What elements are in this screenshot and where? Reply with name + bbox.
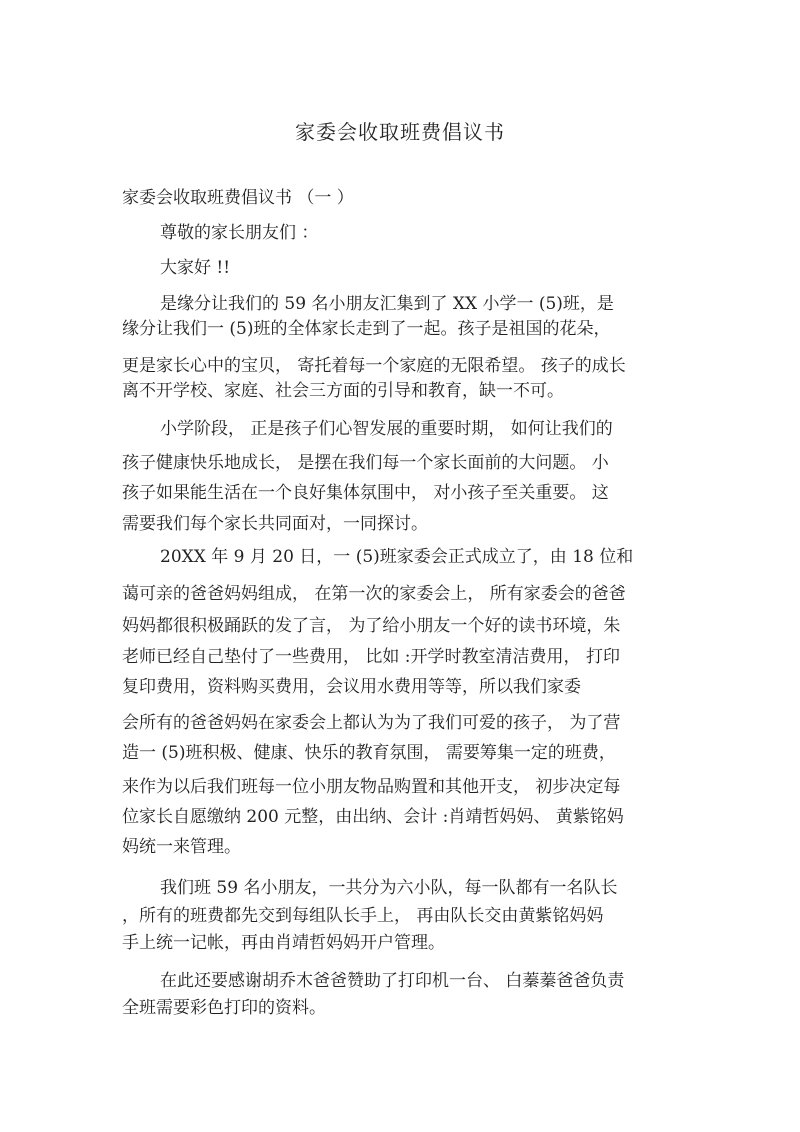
salutation-line: 尊敬的家长朋友们 ： <box>160 223 319 243</box>
body-line: 老师已经自己垫付了一些费用， 比如 :开学时教室清洁费用， 打印 <box>122 647 620 667</box>
body-line: 需要我们每个家长共同面对，一同探讨。 <box>122 514 428 534</box>
body-line: 手上统一记帐，再由肖靖哲妈妈开户管理。 <box>122 933 445 953</box>
body-line: 20XX 年 9 月 20 日，一 (5)班家委会正式成立了，由 18 位和 <box>160 547 634 567</box>
body-line: 在此还要感谢胡乔木爸爸赞助了打印机一台、 白蓁蓁爸爸负责 <box>160 971 625 991</box>
document-title: 家委会收取班费倡议书 <box>295 120 505 144</box>
body-line: 小学阶段， 正是孩子们心智发展的重要时期， 如何让我们的 <box>160 419 613 439</box>
body-line: 孩子健康快乐地成长， 是摆在我们每一个家长面前的大问题。 小 <box>122 453 609 473</box>
body-line: 蔼可亲的爸爸妈妈组成， 在第一次的家委会上， 所有家委会的爸爸 <box>122 584 626 604</box>
body-line: 离不开学校、家庭、社会三方面的引导和教育，缺一不可。 <box>122 381 564 401</box>
body-line: ，所有的班费都先交到每组队长手上， 再由队长交由黄紫铭妈妈 <box>122 906 604 926</box>
body-line: 复印费用，资料购买费用，会议用水费用等等，所以我们家委 <box>122 677 581 697</box>
subtitle-line: 家委会收取班费倡议书 （一 ） <box>122 188 354 208</box>
body-line: 会所有的爸爸妈妈在家委会上都认为为了我们可爱的孩子， 为了营 <box>122 713 621 733</box>
body-line: 来作为以后我们班每一位小朋友物品购置和其他开支， 初步决定每 <box>122 777 621 797</box>
body-line: 位家长自愿缴纳 200 元整，由出纳、会计 :肖靖哲妈妈、 黄紫铭妈 <box>122 807 624 827</box>
body-line: 妈妈都很积极踊跃的发了言， 为了给小朋友一个好的读书环境，朱 <box>122 616 621 636</box>
body-line: 全班需要彩色打印的资料。 <box>122 998 326 1018</box>
body-line: 孩子如果能生活在一个良好集体氛围中， 对小孩子至关重要。 这 <box>122 483 609 503</box>
body-line: 更是家长心中的宝贝， 寄托着每一个家庭的无限希望。 孩子的成长 <box>122 356 626 376</box>
body-line: 我们班 59 名小朋友，一共分为六小队，每一队都有一名队长 <box>160 878 618 898</box>
body-line: 是缘分让我们的 59 名小朋友汇集到了 XX 小学一 (5)班，是 <box>160 294 614 314</box>
body-line: 缘分让我们一 (5)班的全体家长走到了一起。孩子是祖国的花朵， <box>122 319 611 339</box>
body-line: 造一 (5)班积极、健康、快乐的教育氛围， 需要筹集一定的班费， <box>122 743 616 763</box>
greeting-line: 大家好 !! <box>160 258 231 278</box>
body-line: 妈统一来管理。 <box>122 837 241 857</box>
